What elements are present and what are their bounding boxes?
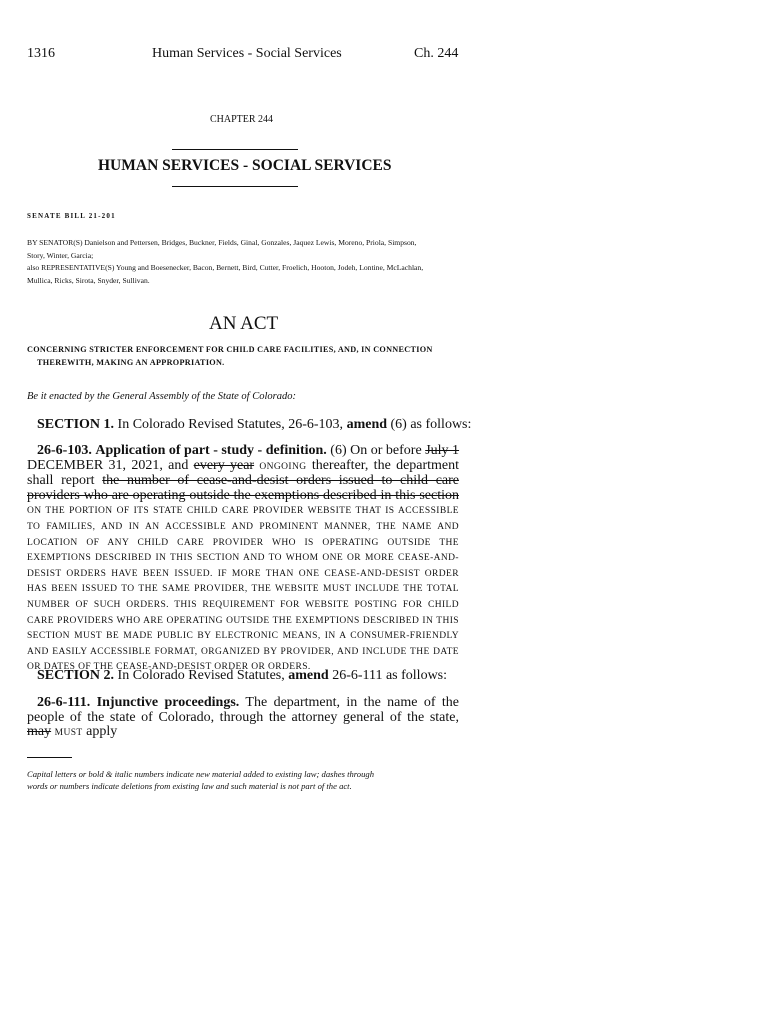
sponsors-line-4: Mullica, Ricks, Sirota, Snyder, Sullivan.	[27, 275, 150, 285]
deleted-text: the number of cease-and-desist orders issued to child care providers who are operating outside the exemptions described in this section	[27, 473, 460, 503]
section-2-intro-text-b: 26-6-111 as follows:	[332, 668, 448, 683]
inserted-text: MUST	[54, 728, 83, 739]
section-1-text-1: On or before	[350, 443, 422, 458]
section-1-intro-text-b: (6) as follows:	[390, 417, 472, 432]
section-1-intro	[37, 417, 471, 433]
chapter-reference: Ch. 244	[414, 46, 459, 61]
sponsors-block	[27, 237, 467, 287]
running-title: Human Services - Social Services	[152, 46, 342, 61]
act-heading: AN ACT	[209, 313, 279, 334]
inserted-text: ON THE PORTION OF ITS STATE CHILD CARE PROVIDER WEBSITE THAT IS ACCESSIBLE TO FAMILIES, AND IN AN ACCESSIBLE AND PROMINENT MANNER, THE NAME AND LOCATION OF ANY CHILD CARE PROVIDER WHO IS OPERATING OUTSIDE THE EXEMPTIONS DESCRIBED IN THIS SECTION AND TO WHOM ONE OR MORE CEASE-AND-DESIST ORDERS HAVE BEEN ISSUED. IF MORE THAN ONE CEASE-AND-DESIST ORDER HAS BEEN ISSUED TO THE SAME PROVIDER, THE WEBSITE MUST INCLUDE THE TOTAL NUMBER OF SUCH ORDERS. THIS REQUIREMENT FOR WEBSITE POSTING FOR CHILD CARE PROVIDERS WHO ARE OPERATING OUTSIDE THE EXEMPTIONS DESCRIBED IN THIS SECTION MUST BE MADE PUBLIC BY ELECTRONIC MEANS, IN A CONSUMER-FRIENDLY AND EASILY ACCESSIBLE FORMAT, ORGANIZED BY PROVIDER, AND INCLUDE THE DATE OR DATES OF THE CEASE-AND-DESIST ORDER OR ORDERS.	[27, 506, 459, 673]
section-2-heading: Injunctive proceedings.	[96, 695, 240, 710]
section-1-sub: (6)	[330, 443, 347, 458]
section-2-intro	[37, 668, 447, 684]
section-2-body	[27, 696, 459, 741]
enacting-clause: Be it enacted by the General Assembly of the State of Colorado:	[27, 391, 296, 402]
bill-number: SENATE BILL 21-201	[27, 212, 116, 220]
sponsors-line-1: BY SENATOR(S) Danielson and Pettersen, Bridges, Buckner, Fields, Ginal, Gonzales, Jaquez Lewis, Moreno, Priola, Simpson,	[27, 238, 417, 247]
concerning-line-1: CONCERNING STRICTER ENFORCEMENT FOR CHILD CARE FACILITIES, AND, IN CONNECTION	[27, 345, 433, 354]
section-1-cite: 26-6-103.	[37, 443, 92, 458]
footnote-line-1: Capital letters or bold & italic numbers indicate new material added to existing law; dashes through	[27, 769, 374, 779]
section-2-cite: 26-6-111.	[37, 695, 91, 710]
deleted-text: every year	[193, 457, 255, 473]
footnote	[27, 768, 467, 792]
section-1-label: SECTION 1.	[37, 417, 115, 432]
page-number: 1316	[27, 46, 55, 61]
deleted-text: may	[27, 724, 52, 740]
section-2-text-2: apply	[86, 724, 118, 740]
section-2-text-1: The department, in the name of the people of the state of Colorado, through the attorney general of the state,	[27, 695, 459, 725]
chapter-title: HUMAN SERVICES - SOCIAL SERVICES	[98, 157, 392, 174]
section-1-amend: amend	[346, 417, 388, 432]
inserted-text: ONGOING	[259, 461, 307, 472]
footnote-line-2: words or numbers indicate deletions from existing law and such material is not part of the act.	[27, 781, 352, 791]
section-1-intro-text-a: In Colorado Revised Statutes, 26-6-103,	[117, 417, 344, 432]
chapter-label: CHAPTER 244	[210, 114, 274, 125]
section-2-label: SECTION 2.	[37, 668, 115, 683]
deleted-text: July 1	[425, 443, 460, 458]
chapter-rule-top	[172, 149, 298, 150]
chapter-rule-bottom	[172, 186, 298, 187]
section-1-text-3: thereafter, the department shall report	[27, 457, 460, 489]
concerning-line-2: THEREWITH, MAKING AN APPROPRIATION.	[37, 357, 225, 367]
section-2-intro-text-a: In Colorado Revised Statutes,	[117, 668, 285, 683]
section-1-heading: Application of part - study - definition.	[95, 443, 327, 458]
sponsors-line-3: also REPRESENTATIVE(S) Young and Boesenecker, Bacon, Bernett, Bird, Cutter, Froelich, Hooton, Jodeh, Lontine, McLachlan,	[27, 263, 424, 272]
sponsors-line-2: Story, Winter, Garcia;	[27, 250, 94, 260]
section-2-amend: amend	[288, 668, 329, 683]
section-1-text-2: 31, 2021, and	[108, 457, 189, 473]
footnote-rule	[27, 757, 72, 758]
section-1-body	[27, 444, 459, 675]
inserted-text: DECEMBER	[27, 457, 104, 473]
act-concerning	[27, 344, 459, 369]
